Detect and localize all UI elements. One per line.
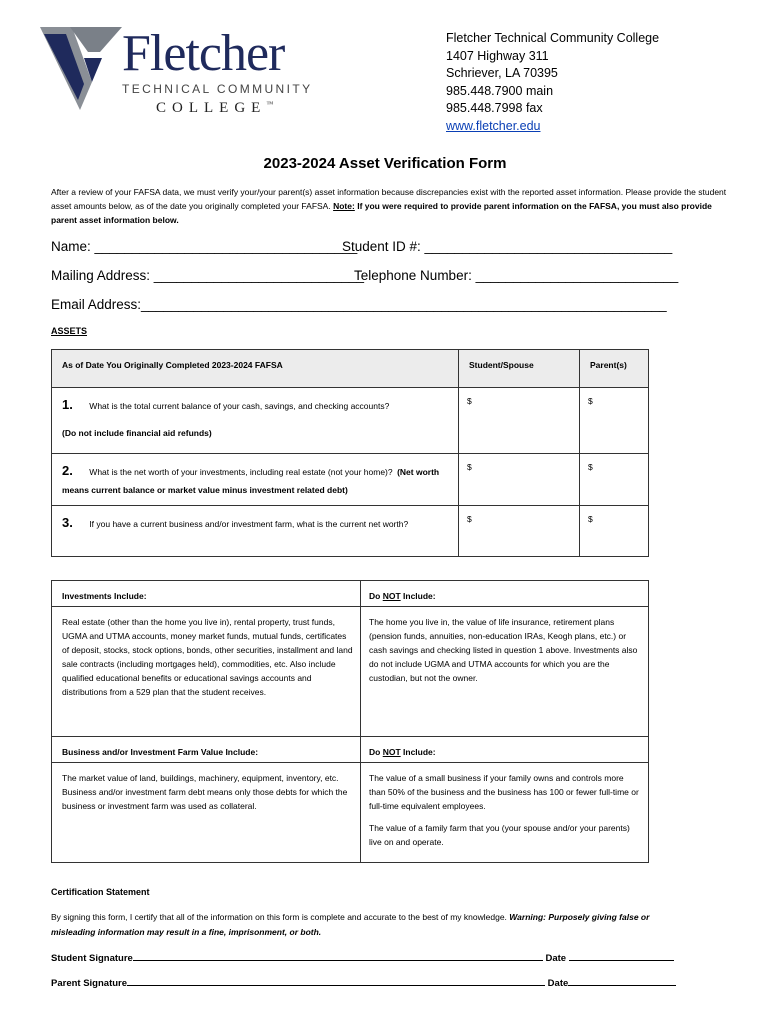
- student-amount-input[interactable]: $: [459, 454, 580, 506]
- parent-amount-input[interactable]: $: [580, 454, 649, 506]
- question-text: What is the net worth of your investments, including real estate (not your home)?: [89, 467, 393, 477]
- investments-exclude-heading: Do NOT Include:: [361, 581, 649, 607]
- student-signature-line[interactable]: Student Signature Date: [51, 950, 674, 964]
- question-number: 3.: [62, 515, 73, 530]
- parent-amount-input[interactable]: $: [580, 506, 649, 557]
- question-extra: (Do not include financial aid refunds): [62, 428, 212, 438]
- intro-paragraph: After a review of your FAFSA data, we must verify your/your parent(s) asset information because discrepancies exist with the reported asset information. Please provide the student asset amounts below, as of the date you originally completed your FAFSA. Note: If you were required to provide parent information on the FAFSA, you must also provide parent asset information below.: [51, 187, 727, 225]
- parent-signature-line[interactable]: Parent Signature Date: [51, 975, 676, 989]
- business-include-heading: Business and/or Investment Farm Value Include:: [52, 737, 361, 763]
- assets-heading: ASSETS: [51, 326, 88, 336]
- question-number: 2.: [62, 463, 73, 478]
- assets-col-parent: Parent(s): [580, 350, 649, 388]
- assets-table: [51, 349, 649, 557]
- table-row: [52, 506, 649, 557]
- logo-college: COLLEGE™: [156, 100, 274, 116]
- logo-technical-community: TECHNICAL COMMUNITY: [122, 82, 313, 96]
- business-exclude-heading: Do NOT Include:: [361, 737, 649, 763]
- question-number: 1.: [62, 397, 73, 412]
- certification-text: By signing this form, I certify that all of the information on this form is complete and accurate to the best of my knowledge. Warning: Purposely giving false or misleading information may result in a fine, imprisonment, or both.: [51, 912, 650, 937]
- student-id-field[interactable]: Student ID #: _________________________________: [342, 239, 673, 254]
- investments-exclude-text: The home you live in, the value of life insurance, retirement plans (pension funds, annuities, non-education IRAs, Keogh plans, etc.) or cash savings and checking listed in question 1 above. Investments also do not include UGMA and UTMA accounts for which you are the custodian, but not the owner.: [361, 607, 649, 737]
- telephone-field[interactable]: Telephone Number: ___________________________: [354, 268, 679, 283]
- college-phone-main: 985.448.7900 main: [446, 83, 554, 98]
- note-label: Note:: [333, 201, 355, 211]
- table-row: [52, 454, 649, 506]
- investments-table: [51, 580, 649, 863]
- business-include-text: The market value of land, buildings, machinery, equipment, inventory, etc. Business and/or investment farm debt means only those debts for which the business or investment farm was used as collateral.: [52, 763, 361, 863]
- name-field[interactable]: Name: ___________________________________: [51, 239, 358, 254]
- certification-warning: Warning: Purposely giving false or misleading information may result in a fine, imprisonment, or both.: [51, 912, 650, 937]
- assets-col-student: Student/Spouse: [459, 350, 580, 388]
- college-logo: [40, 22, 330, 122]
- form-title: 2023-2024 Asset Verification Form: [263, 155, 507, 172]
- investments-include-text: Real estate (other than the home you live in), rental property, trust funds, UGMA and UTMA accounts, money market funds, mutual funds, certificates of deposit, stocks, stock options, bonds, other securities, installment and land sale contracts (including mortgages held), commodities, etc. Also include qualified educational benefits or educational savings accounts and distributions from a 529 plan that the student receives.: [52, 607, 361, 737]
- email-field[interactable]: Email Address:______________________________________________________________________: [51, 297, 667, 312]
- logo-wordmark: Fletcher: [122, 25, 285, 82]
- college-city: Schriever, LA 70395: [446, 66, 558, 80]
- investments-include-heading: Investments Include:: [52, 581, 361, 607]
- question-text: What is the total current balance of your cash, savings, and checking accounts?: [89, 401, 390, 411]
- question-text: If you have a current business and/or investment farm, what is the current net worth?: [89, 519, 409, 529]
- table-row: [52, 388, 649, 454]
- fletcher-logo-mark-icon: [40, 22, 130, 117]
- college-fax: 985.448.7998 fax: [446, 101, 543, 115]
- question-extra: (Net worth means current balance or market value minus investment related debt): [62, 467, 440, 495]
- student-amount-input[interactable]: $: [459, 506, 580, 557]
- note-text: If you were required to provide parent information on the FAFSA, you must also provide parent asset information below.: [51, 201, 712, 225]
- business-exclude-text: The value of a small business if your family owns and controls more than 50% of the business and the business has 100 or fewer full-time or full-time equivalent employees. The value of a family farm that you (your spouse and/or your parents) live on and operate.: [361, 763, 649, 863]
- mailing-address-field[interactable]: Mailing Address: ____________________________: [51, 268, 365, 283]
- college-address-block: [446, 30, 659, 135]
- student-amount-input[interactable]: $: [459, 388, 580, 454]
- college-name: Fletcher Technical Community College: [446, 31, 660, 45]
- college-street: 1407 Highway 311: [446, 48, 549, 63]
- parent-amount-input[interactable]: $: [580, 388, 649, 454]
- assets-col-question: As of Date You Originally Completed 2023-2024 FAFSA: [52, 350, 459, 388]
- certification-title: Certification Statement: [51, 887, 150, 897]
- college-website-link[interactable]: www.fletcher.edu: [446, 118, 541, 133]
